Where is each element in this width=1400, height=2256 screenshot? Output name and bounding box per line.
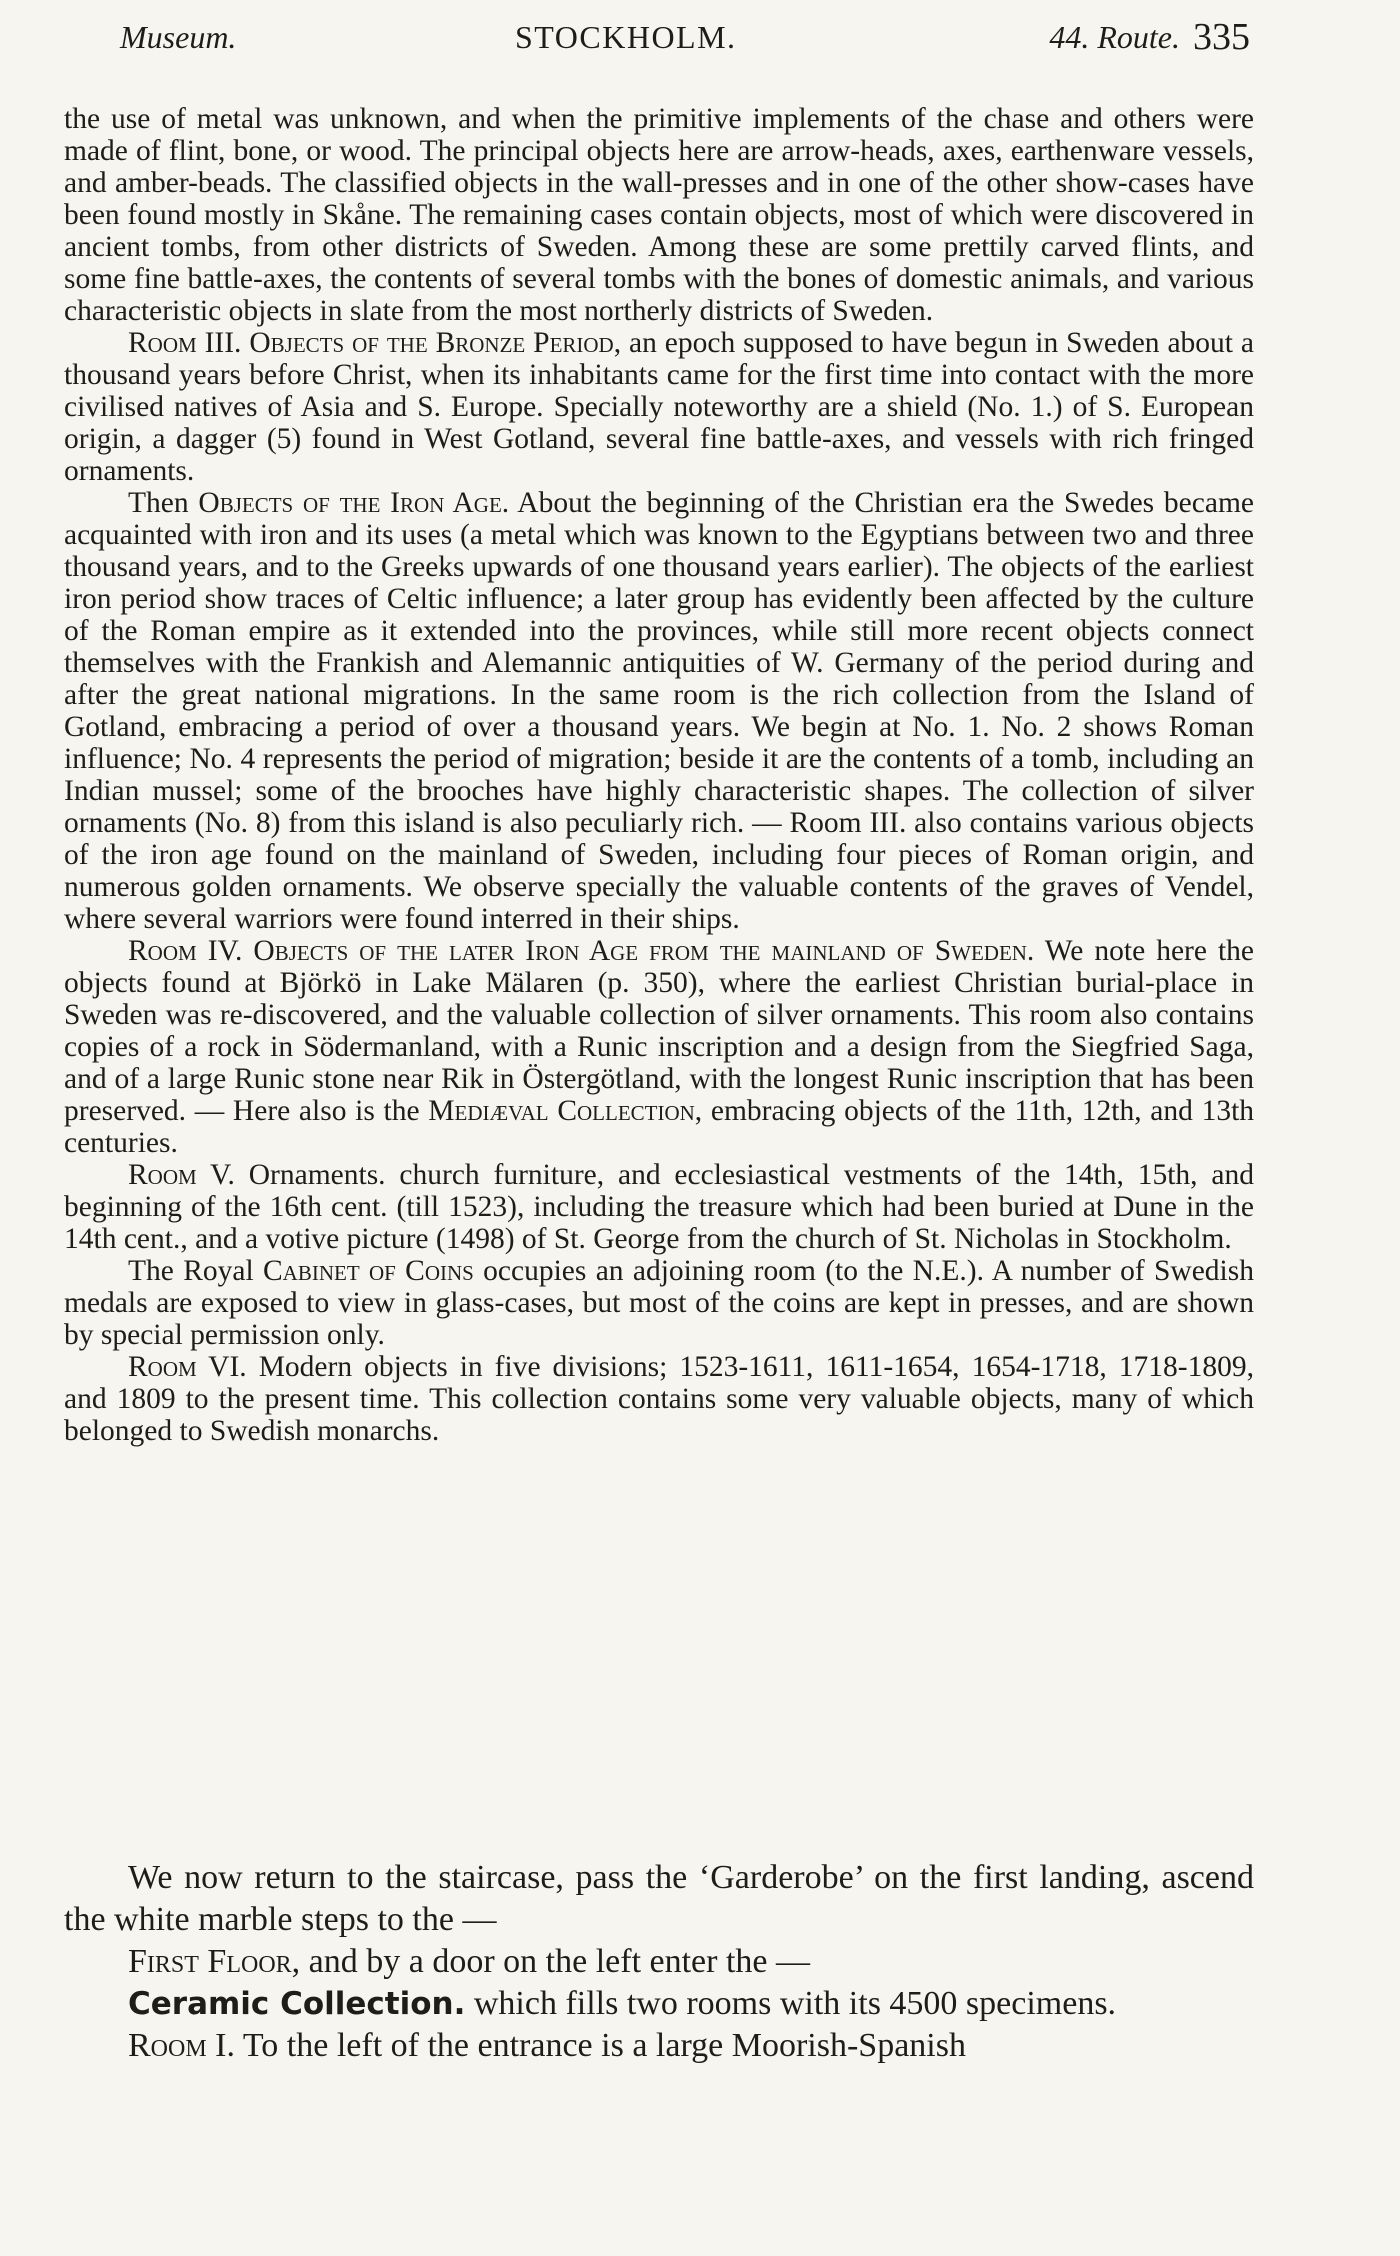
paragraph-stone-age: the use of metal was unknown, and when the primitive implements of the chase and others were made of flint, bone, or wood. The principal objects here are arrow-heads, axes, earthenware vessels, and amber-beads. The classified objects in the wall-presses and in one of the other show-cases have been found mostly in Skåne. The remaining cases contain objects, most of which were discovered in ancient tombs, from other districts of Sweden. Among these are some prettily carved flints, and some fine battle-axes, the contents of several tombs with the bones of domestic animals, and various characteristic objects in slate from the most northerly districts of Sweden. [64, 103, 1254, 327]
section-heading: Objects of the later Iron Age from the mainland of Sweden. [253, 935, 1035, 967]
room-label: Room IV. [128, 935, 243, 967]
section-heading: Mediæval Collection, [428, 1095, 703, 1127]
paragraph-text: About the beginning of the Christian era the Swedes became acquainted with iron and its uses (a metal which was known to the Egyptians between two and three thousand years, and to the Greeks upwards of one thousand years earlier). The objects of the earliest iron period show traces of Celtic influence; a later group has evidently been affected by the culture of the Roman empire as it extended into the provinces, while still more recent objects connect themselves with the Frankish and Alemannic antiquities of W. Germany of the period during and after the great national migrations. In the same room is the rich collection from the Island of Gotland, embracing a period of over a thousand years. We begin at No. 1. No. 2 shows Roman influence; No. 4 represents the period of migration; beside it are the contents of a tomb, including an Indian mussel; some of the brooches have highly characteristic shapes. The collection of silver ornaments (No. 8) from this island is also peculiarly rich. — Room III. also contains various objects of the iron age found on the mainland of Sweden, including four pieces of Roman origin, and numerous golden ornaments. We observe specially the valuable contents of the graves of Vendel, where several warriors were found interred in their ships. [64, 487, 1254, 935]
header-city: STOCKHOLM. [515, 19, 737, 55]
paragraph-room-6 [64, 1351, 1254, 1447]
room-label: Room III. [128, 327, 242, 359]
section-heading: Ceramic Collection. [128, 1986, 466, 2022]
paragraph-room-5 [64, 1159, 1254, 1255]
paragraph-text: an epoch supposed to have begun in Sweden about a thousand years before Christ, when its inhabitants came for the first time into contact with the more civilised natives of Asia and S. Europe. Specially noteworthy are a shield (No. 1.) of S. European origin, a dagger (5) found in West Gotland, several fine battle-axes, and vessels with rich fringed ornaments. [64, 327, 1255, 487]
paragraph-iron-age [64, 487, 1254, 935]
paragraph-room-3 [64, 327, 1254, 487]
paragraph-lead: The Royal [128, 1255, 254, 1287]
section-heading: Objects of the Iron Age. [198, 487, 510, 519]
paragraph-ceramic-room-1 [64, 2025, 1254, 2067]
paragraph-text: which fills two rooms with its 4500 specimens. [473, 1985, 1117, 2022]
small-print-body [64, 103, 1254, 1447]
large-print-body [64, 1857, 1254, 2067]
header-section: Museum. [120, 19, 237, 55]
paragraph-text: To the left of the entrance is a large Moorish-Spanish [242, 2027, 966, 2064]
paragraph-text: Modern objects in five divisions; 1523-1611, 1611-1654, 1654-1718, 1718-1809, and 1809 to the present time. This collection contains some very valuable objects, many of which belonged to Swedish monarchs. [64, 1351, 1254, 1447]
section-heading: Cabinet of Coins [262, 1255, 474, 1287]
section-heading: First Floor, [128, 1943, 301, 1980]
running-header [120, 12, 1250, 62]
paragraph-text: embracing objects of the 11th, 12th, and 13th centuries. [64, 1095, 1255, 1159]
paragraph-text: Ornaments. church furniture, and ecclesiastical vestments of the 14th, 15th, and beginning of the 16th cent. (till 1523), including the treasure which had been buried at Dune in the 14th cent., and a votive picture (1498) of St. George from the church of St. Nicholas in Stockholm. [64, 1159, 1254, 1255]
paragraph-coins [64, 1255, 1254, 1351]
paragraph-text: We note here the objects found at Björkö in Lake Mälaren (p. 350), where the earliest Christian burial-place in Sweden was re-discovered, and the valuable collection of silver ornaments. This room also contains copies of a rock in Södermanland, with a Runic inscription and a design from the Siegfried Saga, and of a large Runic stone near Rik in Östergötland, with the longest Runic inscription that has been preserved. — Here also is the [64, 935, 1255, 1127]
page-number: 335 [1193, 16, 1250, 58]
paragraph-room-4 [64, 935, 1254, 1159]
paragraph-text: occupies an adjoining room (to the N.E.). A number of Swedish medals are exposed to view in glass-cases, but most of the coins are kept in presses, and are shown by special permission only. [64, 1255, 1254, 1351]
section-heading: Objects of the Bronze Period, [249, 327, 622, 359]
room-label: Room I. [128, 2027, 236, 2064]
room-label: Room VI. [128, 1351, 247, 1383]
paragraph-first-floor [64, 1941, 1254, 1983]
paragraph-ceramics [64, 1983, 1254, 2025]
paragraph-staircase: We now return to the staircase, pass the ‘Garderobe’ on the first landing, ascend the white marble steps to the — [64, 1859, 1254, 1938]
paragraph-text: and by a door on the left enter the — [308, 1943, 811, 1980]
header-route: 44. Route. [1049, 19, 1180, 55]
room-label: Room V. [128, 1159, 235, 1191]
paragraph-lead: Then [128, 487, 189, 519]
